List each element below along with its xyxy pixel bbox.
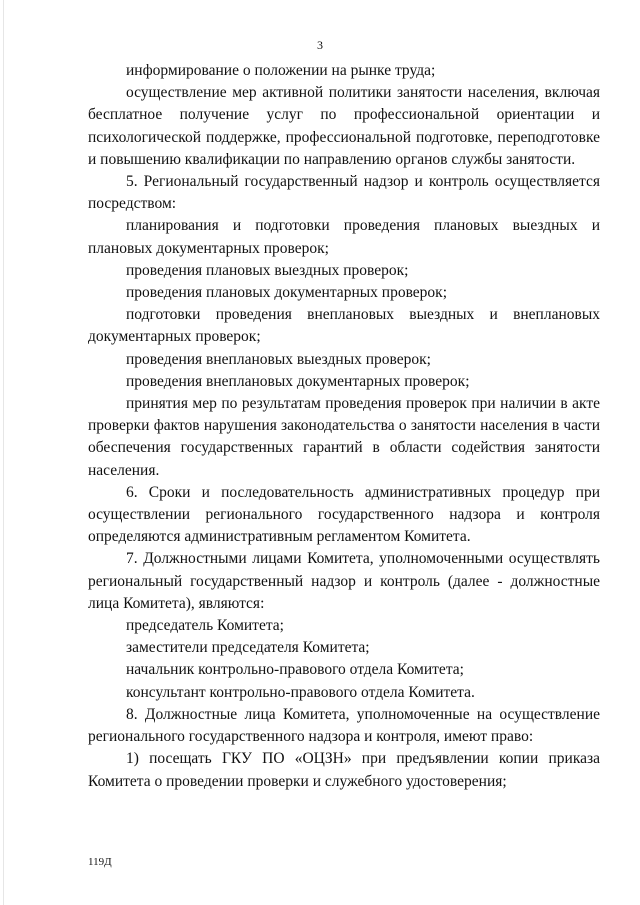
paragraph-deputies: заместители председателя Комитета; xyxy=(126,639,370,657)
paragraph-employment-info: информирование о положении на рынке труда; xyxy=(126,62,436,79)
paragraph-item-6: 6. Сроки и последовательность административных процедур при осуществлении регионального государственного надзора и контроля определяются административным регламентом Комитета. xyxy=(88,483,600,546)
paragraph-consultant: консультант контрольно-правового отдела Комитета. xyxy=(126,683,475,701)
paragraph-right-1: 1) посещать ГКУ ПО «ОЦЗН» при предъявлении копии приказа Комитета о проведении проверки и служебного удостоверения; xyxy=(88,750,600,790)
paragraph-unplanned-document: проведения внеплановых документарных проверок; xyxy=(126,372,470,390)
paragraph-item-7: 7. Должностными лицами Комитета, уполномоченными осуществлять региональный государственный надзор и контроль (далее - должностные лица Комитета), являются: xyxy=(88,550,600,612)
paragraph-measures: принятия мер по результатам проведения проверок при наличии в акте проверки фактов нарушения законодательства о занятости населения в части обеспечения государственных гарантий в области содействия занятости населения. xyxy=(88,395,600,479)
paragraph-planned-document: проведения плановых документарных проверок; xyxy=(126,284,448,302)
paragraph-planning: планирования и подготовки проведения плановых выездных и плановых документарных проверок; xyxy=(88,217,600,257)
footer-code: 119Д xyxy=(88,856,112,868)
paragraph-unplanned-prep: подготовки проведения внеплановых выездных и внеплановых документарных проверок; xyxy=(88,306,600,346)
paragraph-head-of-department: начальник контрольно-правового отдела Комитета; xyxy=(126,661,464,679)
paragraph-planned-field: проведения плановых выездных проверок; xyxy=(126,261,409,279)
scan-edge-line xyxy=(3,0,4,905)
paragraph-chairman: председатель Комитета; xyxy=(126,617,284,635)
paragraph-item-5: 5. Региональный государственный надзор и контроль осуществляется посредством: xyxy=(88,173,600,213)
paragraph-unplanned-field: проведения внеплановых выездных проверок; xyxy=(126,350,431,368)
paragraph-item-8: 8. Должностные лица Комитета, уполномоченные на осуществление регионального государственного надзора и контроля, имеют право: xyxy=(88,705,600,746)
page-number: 3 xyxy=(317,38,323,52)
paragraph-active-policy: осуществление мер активной политики занятости населения, включая бесплатное получение услуг по профессиональной ориентации и психологической поддержке, профессиональной подготовке, переподготовке и повышению квалификации по направлению органов службы занятости. xyxy=(88,84,600,168)
document-body xyxy=(88,60,600,793)
